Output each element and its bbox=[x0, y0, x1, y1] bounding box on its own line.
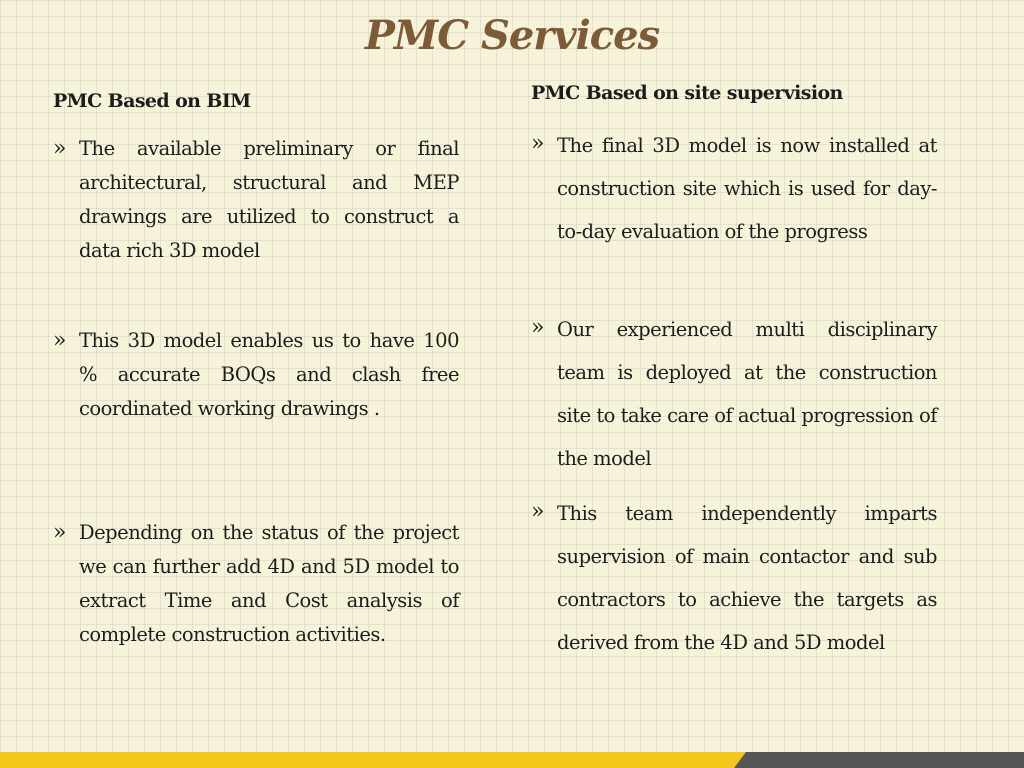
left-bullet-2: » This 3D model enables us to have 100 % accurate BOQs and clash free coordinated working drawings . bbox=[79, 324, 459, 426]
left-column-heading: PMC Based on BIM bbox=[53, 90, 251, 112]
footer-gold-stripe bbox=[0, 752, 750, 768]
right-bullet-3: » This team independently imparts supervision of main contactor and sub contractors to achieve the targets as derived from the 4D and 5D model bbox=[557, 492, 937, 664]
slide-title: PMC Services bbox=[364, 12, 660, 59]
right-bullet-1: » The final 3D model is now installed at construction site which is used for day-to-day evaluation of the progress bbox=[557, 124, 937, 253]
right-column-heading: PMC Based on site supervision bbox=[531, 82, 843, 104]
footer-gray-stripe bbox=[734, 752, 1024, 768]
footer-bar bbox=[0, 752, 1024, 768]
left-bullet-3: » Depending on the status of the project we can further add 4D and 5D model to extract Time and Cost analysis of complete construction activities. bbox=[79, 516, 459, 652]
right-bullet-2: » Our experienced multi disciplinary team is deployed at the construction site to take care of actual progression of the model bbox=[557, 308, 937, 480]
left-bullet-1: » The available preliminary or final architectural, structural and MEP drawings are utilized to construct a data rich 3D model bbox=[79, 132, 459, 268]
